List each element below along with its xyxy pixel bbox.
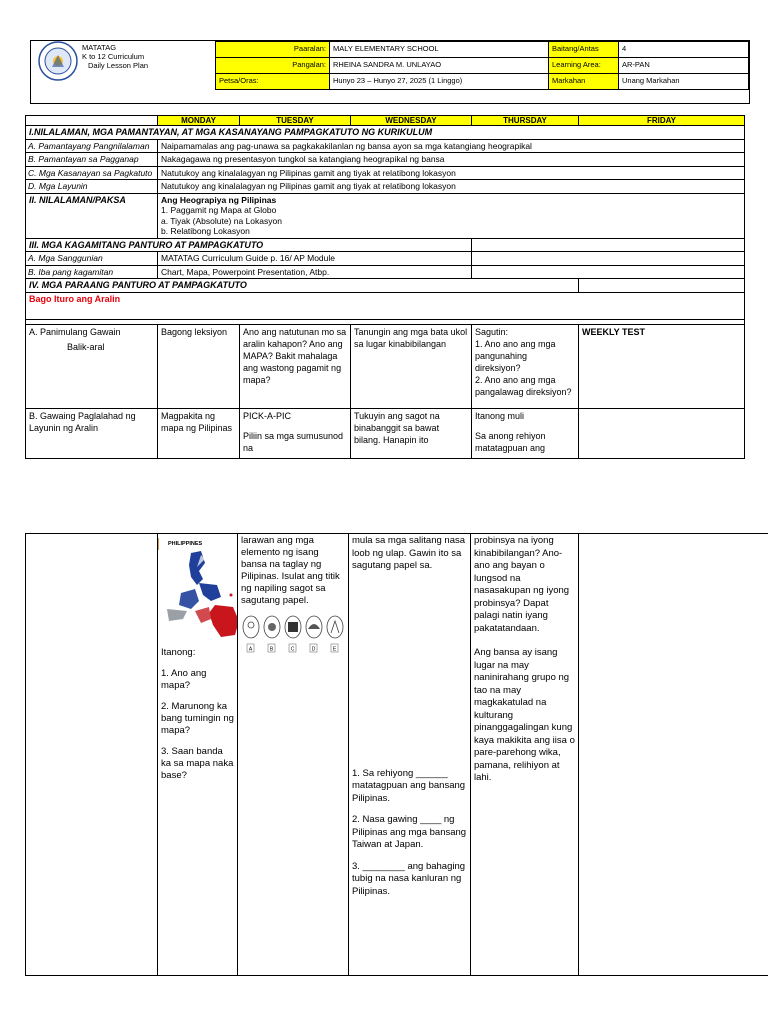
row-sanggunian-value: MATATAG Curriculum Guide p. 16/ AP Module — [158, 252, 472, 266]
cont-thursday-p1: probinsya na iyong kinabibilangan? Ano-ano ang bayan o lungsod na nasasakupan ng iyong probinsya? Dapat palagi natin iyang pakatatandaan. — [474, 535, 570, 634]
org-line-1: MATATAG — [82, 43, 117, 52]
row-a-tuesday: Ano ang natutunan mo sa aralin kahapon? Ano ang MAPA? Bakit mahalaga ang wastong pagamit ng mapa? — [240, 324, 351, 408]
map-edge-marker — [158, 538, 160, 550]
cont-wednesday — [349, 534, 471, 976]
continuation-table — [25, 533, 768, 976]
cont-friday — [579, 534, 768, 976]
paaralan-value: MALY ELEMENTARY SCHOOL — [330, 42, 549, 58]
section-2-heading: Ang Heograpiya ng Pilipinas — [161, 194, 277, 205]
cont-thursday — [471, 534, 579, 976]
cont-wednesday-top: mula sa mga salitang nasa loob ng ulap. Gawin ito sa sagutang papel sa. — [352, 535, 466, 571]
cont-monday — [158, 534, 238, 976]
row-b-wednesday: Tukuyin ang sagot na binabanggit sa bawat bilang. Hanapin ito — [351, 408, 472, 458]
row-sanggunian-blank — [472, 252, 745, 266]
deped-seal — [38, 41, 78, 81]
row-b-label: B. Gawaing Paglalahad ng Layunin ng Aralin — [26, 408, 158, 458]
section-1-title: I.NILALAMAN, MGA PAMANTAYAN, AT MGA KASANAYANG PAMPAGKATUTO NG KURIKULUM — [26, 126, 745, 140]
row-a-thursday — [472, 324, 579, 408]
lesson-plan-table — [25, 115, 745, 459]
section-4-blank — [579, 279, 745, 293]
row-b-thursday — [472, 408, 579, 458]
row-kasanayan-value: Natutukoy ang kinalalagyan ng Pilipinas gamit ang tiyak at relatibong lokasyon — [158, 166, 745, 180]
day-monday: MONDAY — [158, 116, 240, 126]
section-2-line-3: b. Relatibong Lokasyon — [161, 226, 250, 236]
cont-tuesday-text: larawan ang mga elemento ng isang bansa na taglay ng Pilipinas. Isulat ang titik ng napiling sagot sa sagutang papel. — [241, 535, 340, 606]
org-block — [82, 43, 148, 70]
row-layunin-label: D. Mga Layunin — [26, 180, 158, 194]
day-header-blank — [26, 116, 158, 126]
row-a-friday: WEEKLY TEST — [579, 324, 745, 408]
row-kasanayan-label: C. Mga Kasanayan sa Pagkatuto — [26, 166, 158, 180]
cont-wednesday-item-1: 1. Sa rehiyong ______ matatagpuan ang bansang Pilipinas. — [352, 767, 466, 804]
day-tuesday: TUESDAY — [240, 116, 351, 126]
row-a-sub-label: Balik-aral — [67, 341, 105, 352]
row-kagamitan-blank — [472, 265, 745, 279]
element-icons-graphic — [241, 615, 345, 655]
cont-monday-line-4: 3. Saan banda ka sa mapa naka base? — [161, 746, 234, 781]
section-2-line-1: 1. Paggamit ng Mapa at Globo — [161, 205, 277, 215]
org-line-3: Daily Lesson Plan — [88, 61, 149, 70]
header-fields — [215, 41, 749, 90]
icon-letter-c: C — [290, 646, 295, 653]
row-a-monday: Bagong leksiyon — [158, 324, 240, 408]
section-4-subtitle: Bago Ituro ang Aralin — [29, 293, 121, 304]
row-a-label-cell — [26, 324, 158, 408]
row-a-sub — [29, 341, 154, 354]
day-thursday: THURSDAY — [472, 116, 579, 126]
row-b-thursday-line-2: Sa anong rehiyon matatagpuan ang — [475, 430, 546, 453]
icon-letter-b: B — [269, 646, 274, 653]
row-a-thursday-line-3: 2. Ano ano ang mga pangalawag direksiyon? — [475, 374, 572, 397]
row-b-tuesday-line-2: Piliin sa mga sumusunod na — [243, 430, 344, 453]
petsa-label: Petsa/Oras: — [216, 74, 330, 90]
row-b-monday: Magpakita ng mapa ng Pilipinas — [158, 408, 240, 458]
row-pagganap-label: B. Pamantayan sa Pagganap — [26, 153, 158, 167]
learning-area-value: AR-PAN — [619, 58, 749, 74]
section-4-subtitle-cell — [26, 292, 745, 319]
row-b-tuesday — [240, 408, 351, 458]
element-icon-e — [327, 616, 343, 653]
baitang-label: Baitang/Antas — [549, 42, 619, 58]
row-b-thursday-line-1: Itanong muli — [475, 410, 525, 421]
map-label: PHILIPPINES — [168, 541, 203, 547]
markahan-value: Unang Markahan — [619, 74, 749, 90]
row-sanggunian-label: A. Mga Sanggunian — [26, 252, 158, 266]
cont-label-blank — [26, 534, 158, 976]
cont-thursday-p2: Ang bansa ay isang lugar na may naninirahang grupo ng tao na may magkakatulad na kulturang pinanggagalingan kung kaya makikita ang iisa o pare-parehong wika, pamana, relihiyon at lahi. — [474, 647, 575, 783]
row-b-tuesday-line-1: PICK-A-PIC — [243, 410, 292, 421]
markahan-label: Markahan — [549, 74, 619, 90]
icon-letter-e: E — [332, 646, 337, 653]
paaralan-label: Paaralan: — [216, 42, 330, 58]
petsa-value: Hunyo 23 – Hunyo 27, 2025 (1 Linggo) — [330, 74, 549, 90]
row-kagamitan-label: B. Iba pang kagamitan — [26, 265, 158, 279]
cont-monday-line-2: 1. Ano ang mapa? — [161, 668, 207, 691]
row-pamantayang-value: Naipamamalas ang pag-unawa sa pagkakakilanlan ng bansa ayon sa mga katangiang heograpikal — [158, 139, 745, 153]
baitang-value: 4 — [619, 42, 749, 58]
cont-wednesday-item-3: 3. ________ ang bahaging tubig na nasa kanluran ng Pilipinas. — [352, 860, 466, 897]
row-layunin-value: Natutukoy ang kinalalagyan ng Pilipinas gamit ang tiyak at relatibong lokasyon — [158, 180, 745, 194]
cont-monday-line-1: Itanong: — [161, 647, 196, 658]
element-icons-row — [241, 615, 345, 659]
section-2-content — [158, 193, 745, 238]
row-pagganap-value: Nakagagawa ng presentasyon tungkol sa katangiang heograpikal ng bansa — [158, 153, 745, 167]
learning-area-label: Learning Area: — [549, 58, 619, 74]
icon-letter-a: A — [248, 646, 253, 653]
row-a-wednesday: Tanungin ang mga bata ukol sa lugar kinabibilangan — [351, 324, 472, 408]
org-line-2: K to 12 Curriculum — [82, 52, 145, 61]
row-a-thursday-line-2: 1. Ano ano ang mga pangunahing direksiyon? — [475, 338, 556, 373]
map-graphic — [161, 549, 238, 643]
cont-wednesday-item-2: 2. Nasa gawing ____ ng Pilipinas ang mga bansang Taiwan at Japan. — [352, 814, 467, 850]
row-a-label: A. Panimulang Gawain — [29, 326, 121, 337]
pangalan-value: RHEINA SANDRA M. UNLAYAO — [330, 58, 549, 74]
cont-wednesday-gap — [352, 573, 467, 768]
element-icon-d — [306, 616, 322, 653]
cont-tuesday — [238, 534, 349, 976]
section-2-line-2: a. Tiyak (Absolute) na Lokasyon — [161, 215, 282, 226]
section-4-title: IV. MGA PARAANG PANTURO AT PAMPAGKATUTO — [26, 279, 579, 293]
day-wednesday: WEDNESDAY — [351, 116, 472, 126]
element-icon-b — [264, 616, 280, 653]
icon-letter-d: D — [311, 646, 316, 653]
row-kagamitan-value: Chart, Mapa, Powerpoint Presentation, Atbp. — [158, 265, 472, 279]
cont-monday-line-3: 2. Marunong ka bang tumingin ng mapa? — [161, 701, 234, 736]
row-pamantayang-label: A. Pamantayang Pangnilalaman — [26, 139, 158, 153]
row-a-thursday-line-1: Sagutin: — [475, 326, 509, 337]
element-icon-a — [243, 616, 259, 653]
element-icon-c — [285, 616, 301, 653]
row-b-friday — [579, 408, 745, 458]
section-3-title: III. MGA KAGAMITANG PANTURO AT PAMPAGKATUTO — [26, 238, 472, 252]
day-friday: FRIDAY — [579, 116, 745, 126]
section-2-title: II. NILALAMAN/PAKSA — [26, 193, 158, 238]
philippines-map — [161, 535, 234, 643]
pangalan-label: Pangalan: — [216, 58, 330, 74]
section-3-blank — [472, 238, 745, 252]
